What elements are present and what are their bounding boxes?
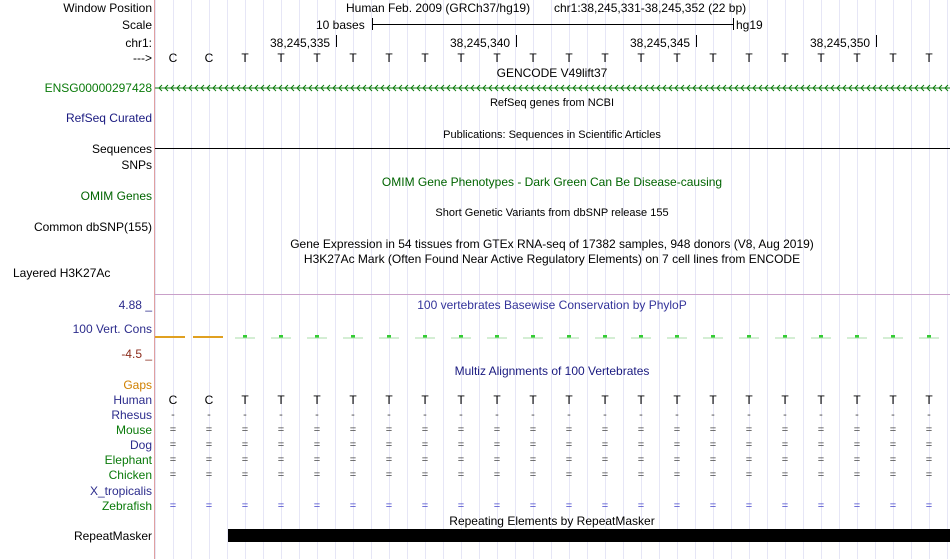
base-letter: T <box>853 51 861 65</box>
alignment-cell-chicken: = <box>349 469 357 481</box>
alignment-cell-rhesus: - <box>639 409 643 421</box>
alignment-cell-elephant: = <box>925 454 933 466</box>
base-letter: T <box>241 51 249 65</box>
assembly-title: Human Feb. 2009 (GRCh37/hg19) <box>346 1 531 15</box>
alignment-cell-rhesus: - <box>423 409 427 421</box>
coord-tick-2 <box>516 35 517 47</box>
alignment-cell-elephant: = <box>349 454 357 466</box>
base-letter: T <box>781 51 789 65</box>
base-letter: T <box>673 51 681 65</box>
alignment-cell-elephant: = <box>781 454 789 466</box>
alignment-cell-dog: = <box>817 439 825 451</box>
alignment-cell-elephant: = <box>709 454 717 466</box>
alignment-cell-elephant: = <box>277 454 285 466</box>
track-label-column <box>0 0 155 559</box>
alignment-cell-zebrafish: = <box>241 500 249 512</box>
repeatmasker-track-title: Repeating Elements by RepeatMasker <box>449 514 655 528</box>
alignment-cell-zebrafish: = <box>421 500 429 512</box>
omim-track-title: OMIM Gene Phenotypes - Dark Green Can Be Disease-causing <box>381 175 723 189</box>
base-letter: T <box>313 51 321 65</box>
base-letter: C <box>168 51 178 65</box>
gencode-gene-label[interactable]: ENSG00000297428 <box>44 81 152 95</box>
alignment-cell-zebrafish: = <box>565 500 573 512</box>
alignment-cell-chicken: = <box>637 469 645 481</box>
alignment-cell-chicken: = <box>709 469 717 481</box>
alignment-cell-chicken: = <box>889 469 897 481</box>
alignment-cell-mouse: = <box>277 424 285 436</box>
alignment-cell-dog: = <box>673 439 681 451</box>
alignment-cell-zebrafish: = <box>889 500 897 512</box>
species-label-xtropicalis: X_tropicalis <box>89 484 152 498</box>
alignment-cell-mouse: = <box>673 424 681 436</box>
alignment-cell-chicken: = <box>277 469 285 481</box>
alignment-cell-chicken: = <box>241 469 249 481</box>
alignment-cell-zebrafish: = <box>673 500 681 512</box>
scale-label: Scale <box>121 18 152 32</box>
alignment-cell-zebrafish: = <box>745 500 753 512</box>
gaps-label: Gaps <box>123 378 152 392</box>
alignment-cell-zebrafish: = <box>925 500 933 512</box>
alignment-cell-rhesus: - <box>819 409 823 421</box>
alignment-cell-zebrafish: = <box>637 500 645 512</box>
species-label-human: Human <box>113 393 152 407</box>
alignment-cell-chicken: = <box>313 469 321 481</box>
alignment-cell-elephant: = <box>853 454 861 466</box>
alignment-base-human: T <box>241 393 249 407</box>
alignment-cell-mouse: = <box>709 424 717 436</box>
gencode-gene-model[interactable] <box>155 82 950 94</box>
alignment-base-human: T <box>493 393 501 407</box>
alignment-base-human: T <box>349 393 357 407</box>
alignment-base-human: T <box>529 393 537 407</box>
alignment-cell-mouse: = <box>493 424 501 436</box>
alignment-cell-chicken: = <box>781 469 789 481</box>
species-label-chicken: Chicken <box>108 468 152 482</box>
position-readout: chr1:38,245,331-38,245,352 (22 bp) <box>554 1 747 15</box>
alignment-cell-rhesus: - <box>567 409 571 421</box>
phylop-conservation-plot[interactable] <box>155 330 950 344</box>
h3k27ac-track-label[interactable]: Layered H3K27Ac <box>13 266 111 280</box>
alignment-cell-dog: = <box>169 439 177 451</box>
species-label-mouse: Mouse <box>115 423 152 437</box>
h3k27ac-baseline <box>155 294 950 295</box>
alignment-cell-chicken: = <box>817 469 825 481</box>
alignment-cell-elephant: = <box>817 454 825 466</box>
alignment-cell-dog: = <box>565 439 573 451</box>
alignment-cell-chicken: = <box>745 469 753 481</box>
alignment-cell-mouse: = <box>637 424 645 436</box>
scale-bar-right-tick <box>733 18 734 30</box>
alignment-base-human: T <box>781 393 789 407</box>
alignment-cell-mouse: = <box>349 424 357 436</box>
alignment-cell-dog: = <box>421 439 429 451</box>
alignment-cell-dog: = <box>493 439 501 451</box>
alignment-cell-zebrafish: = <box>457 500 465 512</box>
gencode-track-title: GENCODE V49lift37 <box>496 66 608 80</box>
alignment-cell-mouse: = <box>601 424 609 436</box>
sequences-track-label[interactable]: Sequences <box>91 142 152 156</box>
alignment-cell-mouse: = <box>853 424 861 436</box>
alignment-cell-mouse: = <box>457 424 465 436</box>
coord-tick-1 <box>336 35 337 47</box>
base-letter: T <box>709 51 717 65</box>
alignment-cell-rhesus: - <box>171 409 175 421</box>
alignment-cell-rhesus: - <box>243 409 247 421</box>
repeatmasker-element[interactable] <box>228 529 950 542</box>
base-letter: T <box>889 51 897 65</box>
alignment-cell-elephant: = <box>493 454 501 466</box>
alignment-cell-mouse: = <box>889 424 897 436</box>
alignment-cell-elephant: = <box>601 454 609 466</box>
alignment-base-human: T <box>817 393 825 407</box>
alignment-cell-rhesus: - <box>783 409 787 421</box>
base-letter: T <box>493 51 501 65</box>
alignment-cell-chicken: = <box>601 469 609 481</box>
sequences-line <box>155 148 950 149</box>
alignment-cell-zebrafish: = <box>385 500 393 512</box>
alignment-base-human: T <box>421 393 429 407</box>
alignment-cell-zebrafish: = <box>817 500 825 512</box>
alignment-cell-elephant: = <box>421 454 429 466</box>
alignment-cell-dog: = <box>745 439 753 451</box>
alignment-cell-chicken: = <box>925 469 933 481</box>
publications-track-title: Publications: Sequences in Scientific Articles <box>443 129 661 141</box>
alignment-cell-rhesus: - <box>747 409 751 421</box>
base-letter: T <box>421 51 429 65</box>
base-letter: T <box>925 51 933 65</box>
alignment-base-human: T <box>565 393 573 407</box>
conservation-max-value: 4.88 _ <box>118 298 152 312</box>
alignment-cell-zebrafish: = <box>529 500 537 512</box>
track-data-area[interactable] <box>155 0 950 559</box>
alignment-base-human: T <box>673 393 681 407</box>
alignment-cell-zebrafish: = <box>709 500 717 512</box>
alignment-base-human: C <box>168 393 178 407</box>
alignment-cell-dog: = <box>529 439 537 451</box>
alignment-cell-dog: = <box>205 439 213 451</box>
snps-track-label[interactable]: SNPs <box>121 158 152 172</box>
strand-toggle[interactable]: ---> <box>133 51 152 65</box>
alignment-cell-elephant: = <box>205 454 213 466</box>
multiz-track-title: Multiz Alignments of 100 Vertebrates <box>454 364 650 378</box>
alignment-cell-elephant: = <box>565 454 573 466</box>
alignment-cell-dog: = <box>457 439 465 451</box>
alignment-base-human: C <box>204 393 214 407</box>
base-letter: T <box>529 51 537 65</box>
h3k27ac-track-title: H3K27Ac Mark (Often Found Near Active Regulatory Elements) on 7 cell lines from ENCODE <box>303 252 801 266</box>
dbsnp-track-title: Short Genetic Variants from dbSNP release 155 <box>435 207 669 219</box>
alignment-cell-dog: = <box>313 439 321 451</box>
base-letter: T <box>745 51 753 65</box>
alignment-cell-mouse: = <box>925 424 933 436</box>
species-label-zebrafish: Zebrafish <box>101 499 152 513</box>
alignment-cell-dog: = <box>385 439 393 451</box>
alignment-cell-chicken: = <box>169 469 177 481</box>
alignment-cell-rhesus: - <box>387 409 391 421</box>
conservation-track-label[interactable]: 100 Vert. Cons <box>72 322 152 336</box>
alignment-cell-dog: = <box>709 439 717 451</box>
alignment-cell-zebrafish: = <box>205 500 213 512</box>
species-label-rhesus: Rhesus <box>111 408 152 422</box>
alignment-cell-elephant: = <box>313 454 321 466</box>
alignment-cell-dog: = <box>889 439 897 451</box>
base-letter: T <box>637 51 645 65</box>
alignment-cell-chicken: = <box>205 469 213 481</box>
alignment-cell-zebrafish: = <box>493 500 501 512</box>
alignment-base-human: T <box>277 393 285 407</box>
alignment-cell-mouse: = <box>745 424 753 436</box>
species-label-elephant: Elephant <box>104 453 152 467</box>
alignment-cell-zebrafish: = <box>277 500 285 512</box>
alignment-cell-rhesus: - <box>315 409 319 421</box>
alignment-cell-elephant: = <box>169 454 177 466</box>
alignment-cell-chicken: = <box>565 469 573 481</box>
alignment-cell-chicken: = <box>457 469 465 481</box>
alignment-cell-mouse: = <box>385 424 393 436</box>
window-position-label: Window Position <box>63 1 152 15</box>
chrom-label: chr1: <box>125 36 152 50</box>
alignment-cell-dog: = <box>277 439 285 451</box>
alignment-cell-mouse: = <box>313 424 321 436</box>
alignment-cell-zebrafish: = <box>853 500 861 512</box>
alignment-cell-dog: = <box>637 439 645 451</box>
alignment-cell-rhesus: - <box>531 409 535 421</box>
alignment-cell-rhesus: - <box>855 409 859 421</box>
alignment-cell-mouse: = <box>169 424 177 436</box>
alignment-cell-rhesus: - <box>459 409 463 421</box>
base-letter: T <box>277 51 285 65</box>
alignment-cell-rhesus: - <box>927 409 931 421</box>
refseq-track-label[interactable]: RefSeq Curated <box>65 111 152 125</box>
alignment-base-human: T <box>313 393 321 407</box>
alignment-cell-elephant: = <box>637 454 645 466</box>
alignment-cell-rhesus: - <box>711 409 715 421</box>
dbsnp-track-label[interactable]: Common dbSNP(155) <box>33 220 152 234</box>
alignment-cell-zebrafish: = <box>313 500 321 512</box>
alignment-cell-rhesus: - <box>603 409 607 421</box>
alignment-cell-dog: = <box>241 439 249 451</box>
alignment-cell-zebrafish: = <box>781 500 789 512</box>
alignment-base-human: T <box>709 393 717 407</box>
refseq-track-title: RefSeq genes from NCBI <box>489 97 615 109</box>
alignment-cell-mouse: = <box>205 424 213 436</box>
alignment-cell-dog: = <box>853 439 861 451</box>
alignment-base-human: T <box>889 393 897 407</box>
coord-label-1: 38,245,335 <box>270 36 331 50</box>
alignment-cell-zebrafish: = <box>349 500 357 512</box>
alignment-cell-chicken: = <box>385 469 393 481</box>
scale-db-label: hg19 <box>736 18 763 32</box>
scale-bar-line <box>372 24 733 25</box>
alignment-cell-elephant: = <box>457 454 465 466</box>
alignment-cell-elephant: = <box>529 454 537 466</box>
coord-label-4: 38,245,350 <box>810 36 871 50</box>
alignment-cell-dog: = <box>925 439 933 451</box>
omim-track-label[interactable]: OMIM Genes <box>80 189 152 203</box>
alignment-cell-chicken: = <box>673 469 681 481</box>
alignment-base-human: T <box>457 393 465 407</box>
coord-tick-4 <box>876 35 877 47</box>
alignment-cell-mouse: = <box>241 424 249 436</box>
alignment-base-human: T <box>637 393 645 407</box>
gtex-track-title: Gene Expression in 54 tissues from GTEx RNA-seq of 17382 samples, 948 donors (V8, Aug 2019) <box>290 237 814 251</box>
conservation-min-value: -4.5 _ <box>121 347 152 361</box>
coord-label-3: 38,245,345 <box>630 36 691 50</box>
alignment-cell-mouse: = <box>421 424 429 436</box>
alignment-cell-elephant: = <box>745 454 753 466</box>
alignment-base-human: T <box>385 393 393 407</box>
alignment-cell-chicken: = <box>421 469 429 481</box>
alignment-cell-elephant: = <box>889 454 897 466</box>
alignment-cell-dog: = <box>781 439 789 451</box>
alignment-cell-rhesus: - <box>675 409 679 421</box>
phylop-track-title: 100 vertebrates Basewise Conservation by PhyloP <box>417 298 687 312</box>
alignment-cell-rhesus: - <box>351 409 355 421</box>
coord-label-2: 38,245,340 <box>450 36 511 50</box>
alignment-cell-rhesus: - <box>207 409 211 421</box>
scale-bar-text: 10 bases <box>316 18 365 32</box>
alignment-cell-dog: = <box>601 439 609 451</box>
base-letter: T <box>349 51 357 65</box>
alignment-cell-rhesus: - <box>891 409 895 421</box>
alignment-cell-chicken: = <box>853 469 861 481</box>
alignment-cell-elephant: = <box>241 454 249 466</box>
repeatmasker-track-label[interactable]: RepeatMasker <box>73 529 152 543</box>
alignment-cell-dog: = <box>349 439 357 451</box>
alignment-cell-rhesus: - <box>279 409 283 421</box>
base-letter: T <box>601 51 609 65</box>
alignment-cell-zebrafish: = <box>601 500 609 512</box>
alignment-base-human: T <box>601 393 609 407</box>
alignment-base-human: T <box>925 393 933 407</box>
base-letter: T <box>457 51 465 65</box>
alignment-cell-elephant: = <box>673 454 681 466</box>
base-letter: T <box>385 51 393 65</box>
alignment-cell-mouse: = <box>529 424 537 436</box>
alignment-cell-chicken: = <box>529 469 537 481</box>
alignment-cell-elephant: = <box>385 454 393 466</box>
alignment-cell-rhesus: - <box>495 409 499 421</box>
base-letter: T <box>565 51 573 65</box>
alignment-cell-zebrafish: = <box>169 500 177 512</box>
alignment-cell-chicken: = <box>493 469 501 481</box>
alignment-cell-mouse: = <box>817 424 825 436</box>
alignment-base-human: T <box>745 393 753 407</box>
alignment-cell-mouse: = <box>565 424 573 436</box>
species-label-dog: Dog <box>129 438 152 452</box>
base-letter: T <box>817 51 825 65</box>
alignment-cell-mouse: = <box>781 424 789 436</box>
alignment-base-human: T <box>853 393 861 407</box>
base-letter: C <box>204 51 214 65</box>
coord-tick-3 <box>696 35 697 47</box>
